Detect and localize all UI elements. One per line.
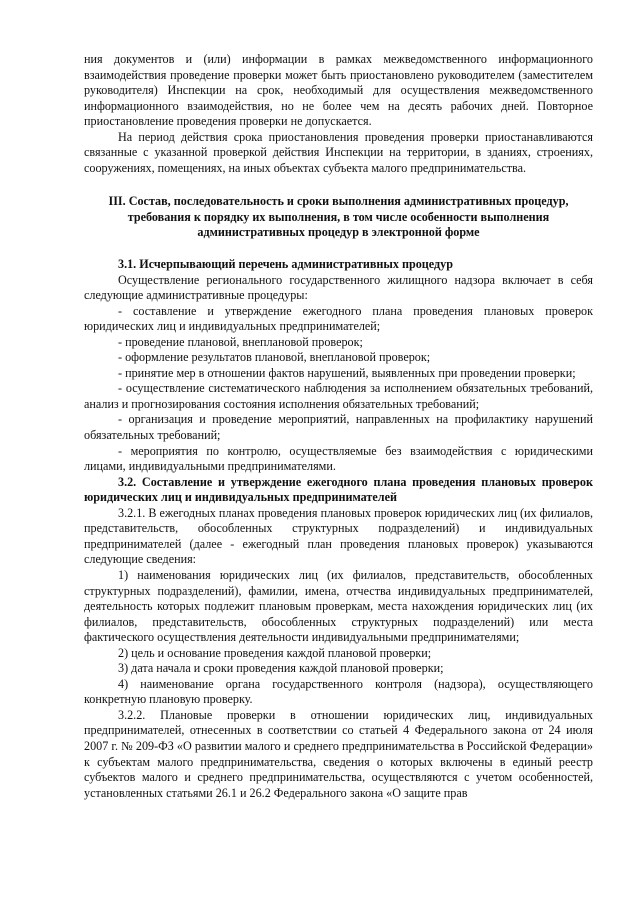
procedure-list-item: - оформление результатов плановой, внеплановой проверок; [118,350,431,365]
procedure-list-item: - составление и утверждение ежегодного плана проведения плановых проверок юридических лиц и индивидуальных предпринимателей; [84,303,593,334]
procedure-list-item: - организация и проведение мероприятий, направленных на профилактику нарушений обязательных требований; [84,412,593,443]
chapter-title: III. Состав, последовательность и сроки выполнения административных процедур, требования к порядку их выполнения, в том числе особенности выполнения административных процедур в электронной форме [108,194,569,240]
document-page [84,52,593,801]
plan-info-item: 1) наименования юридических лиц (их филиалов, представительств, обособленных структурных подразделений), фамилии, имена, отчества индивидуальных предпринимателей, деятельность которых подлежит плановым проверкам, места нахождения юридических лиц (их филиалов, представительств, обособленных структурных подразделений) или места фактического осуществления деятельности индивидуальными предпринимателями; [84,567,593,645]
plan-info-item: 4) наименование органа государственного контроля (надзора), осуществляющего конкретную плановую проверку. [84,676,593,707]
procedure-list-item: - принятие мер в отношении фактов нарушений, выявленных при проведении проверки; [118,365,576,380]
paragraph-3-2-2: 3.2.2. Плановые проверки в отношении юридических лиц, индивидуальных предпринимателей, отнесенных в соответствии со статьей 4 Федерального закона от 24 июля 2007 г. № 209-ФЗ «О развитии малого и среднего предпринимательства в Российской Федерации» к субъектам малого предпринимательства, сведения о которых включены в единый реестр субъектов малого и среднего предпринимательства, осуществляются с учетом особенностей, установленных статьями 26.1 и 26.2 Федерального закона «О защите прав [84,707,593,800]
section-3-2-title: 3.2. Составление и утверждение ежегодного плана проведения плановых проверок юридических лиц и индивидуальных предпринимателей [84,474,593,505]
paragraph-suspension-continued: ния документов и (или) информации в рамках межведомственного информационного взаимодействия проведение проверки может быть приостановлено руководителем (заместителем руководителя) Инспекции на срок, необходимый для осуществления межведомственного информационного взаимодействия, но не более чем на десять рабочих дней. Повторное приостановление проведения проверки не допускается. [84,52,593,129]
procedure-list-item: - мероприятия по контролю, осуществляемые без взаимодействия с юридическими лицами, индивидуальными предпринимателями. [84,443,593,474]
paragraph-suspension-period: На период действия срока приостановления проведения проверки приостанавливаются связанные с указанной проверкой действия Инспекции на территории, в зданиях, строениях, сооружениях, помещениях, на иных объектах субъекта малого предпринимательства. [84,129,593,175]
section-3-1-intro: Осуществление регионального государственного жилищного надзора включает в себя следующие административные процедуры: [84,272,593,303]
paragraph-3-2-1: 3.2.1. В ежегодных планах проведения плановых проверок юридических лиц (их филиалов, представительств, обособленных структурных подразделений) и индивидуальных предпринимателей (далее - ежегодный план проведения плановых проверок) указываются следующие сведения: [84,505,593,567]
procedure-list-item: - осуществление систематического наблюдения за исполнением обязательных требований, анализ и прогнозирования состояния исполнения обязательных требований; [84,381,593,411]
plan-info-item: 2) цель и основание проведения каждой плановой проверки; [118,645,432,660]
procedure-list-item: - проведение плановой, внеплановой проверок; [118,334,363,349]
section-3-1-title: 3.1. Исчерпывающий перечень административных процедур [118,257,453,272]
plan-info-item: 3) дата начала и сроки проведения каждой плановой проверки; [118,661,444,676]
